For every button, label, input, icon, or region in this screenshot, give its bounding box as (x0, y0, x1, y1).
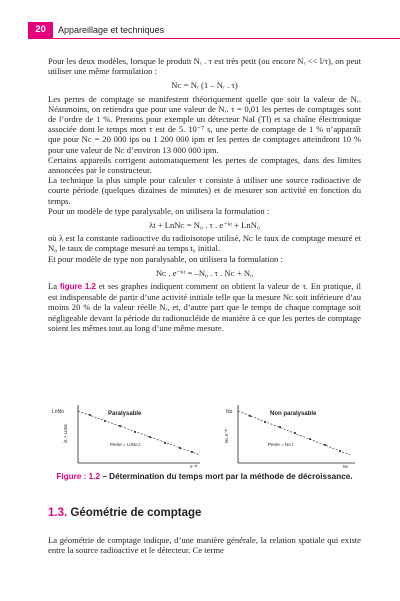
right-y-tick: No (226, 409, 233, 415)
figure-1-2 (50, 403, 360, 468)
paragraph: La technique la plus simple pour calculer τ consiste à utiliser une source radioactive de courte période (quelques dizaines de minutes) et de mesurer son activité en fonction du temps. (48, 175, 361, 206)
main-text (48, 56, 361, 333)
paragraph: où λ est la constante radioactive du radioisotope utilisé, Nᴄ le taux de comptage mesuré et N₀ le taux de comptage mesuré au temps t₀ initial. (48, 233, 361, 254)
paragraph: Pour les deux modèles, lorsque le produit Nᵣ . τ est très petit (ou encore Nᵣ << l/τ), on peut utiliser une même formulation : (48, 56, 361, 77)
paragraph: Certains appareils corrigent automatiquement les pertes de comptages, dans des limites annoncées par le constructeur. (48, 154, 361, 176)
caption-label: Figure : 1.2 (56, 472, 101, 481)
caption-text: – Détermination du temps mort par la méthode de décroissance. (100, 472, 353, 481)
left-slope-label: Pente = LnNo.τ (110, 442, 141, 447)
paragraph: La géométrie de comptage indique, d’une manière générale, la relation spatiale qui existe entre la source radioactive et le détecteur. Ce terme (48, 534, 361, 555)
paragraph-text: et ses graphes indiquent comment on obtient la valeur de τ. En pratique, il est indispensable de partir d’une activité initiale telle que la mesure Nᴄ soit inférieure d’au moins 20 % de la valeur réelle Nᵣ, et, d’autre part que le temps de chaque comptage soit négligeable devant la période du radionucléide de manière à ce que les pertes de comptage soient les mêmes tout au long d’une même mesure. (48, 281, 361, 333)
left-x-label: e⁻ᵏᵗ (190, 464, 198, 468)
right-y-label: Nc.e⁻ᵏᵗ (224, 428, 229, 443)
paragraph-prefix: La (48, 281, 60, 292)
equation: λt + LnNᴄ = N₀ . τ . e⁻ᵏᵗ + LnN₀ (149, 220, 260, 231)
section-heading (48, 507, 201, 519)
right-x-label: Nc (343, 464, 349, 468)
left-y-label: λt + LnNc (63, 423, 68, 443)
right-slope-label: Pente = No.τ (268, 442, 294, 447)
section-title: Géométrie de comptage (67, 507, 202, 519)
figure-caption (48, 472, 361, 482)
paragraph: Les pertes de comptage se manifestent théoriquement quelle que soit la valeur de Nᵣ. Néanmoins, on retiendra que pour une valeur de Nᵣ. τ = 0,01 les pertes de comptages sont de l’ordre de 1 %. Prenons pour exemple un détecteur NaI (Tl) et sa chaîne électronique associée dont le temps mort τ est de 5. 10⁻⁷ s, une perte de comptage de 1 % n’apparaît que pour Nᴄ = 20 000 ips ou 1 200 000 ipm et les pertes de comptages atteindront 10 % pour une valeur de Nᴄ d’environ 13 000 000 ipm. (48, 93, 361, 155)
left-y-tick: LnNo (52, 409, 64, 415)
right-title: Non paralysable (270, 411, 317, 417)
page-number: 20 (28, 22, 53, 38)
left-title: Paralysable (108, 411, 142, 417)
section-number: 1.3. (48, 507, 68, 519)
paragraph: Pour un modèle de type paralysable, on utilisera la formulation : (48, 205, 270, 216)
paragraph: Et pour modèle de type non paralysable, on utilisera la formulation : (48, 253, 283, 264)
figure-graphs (50, 403, 360, 468)
header-rule (28, 38, 400, 39)
equation: Nᴄ . e⁻ᵏᵗ = –N₀ . τ . Nᴄ + N₀ (155, 267, 254, 278)
running-title: Appareillage et techniques (58, 25, 165, 35)
paragraph (48, 281, 361, 333)
equation: Nᴄ = Nᵣ (1 – Nᵣ . τ) (171, 80, 238, 91)
figure-reference-link[interactable]: figure 1.2 (59, 282, 97, 292)
data-points (249, 415, 341, 452)
running-header (0, 22, 400, 38)
